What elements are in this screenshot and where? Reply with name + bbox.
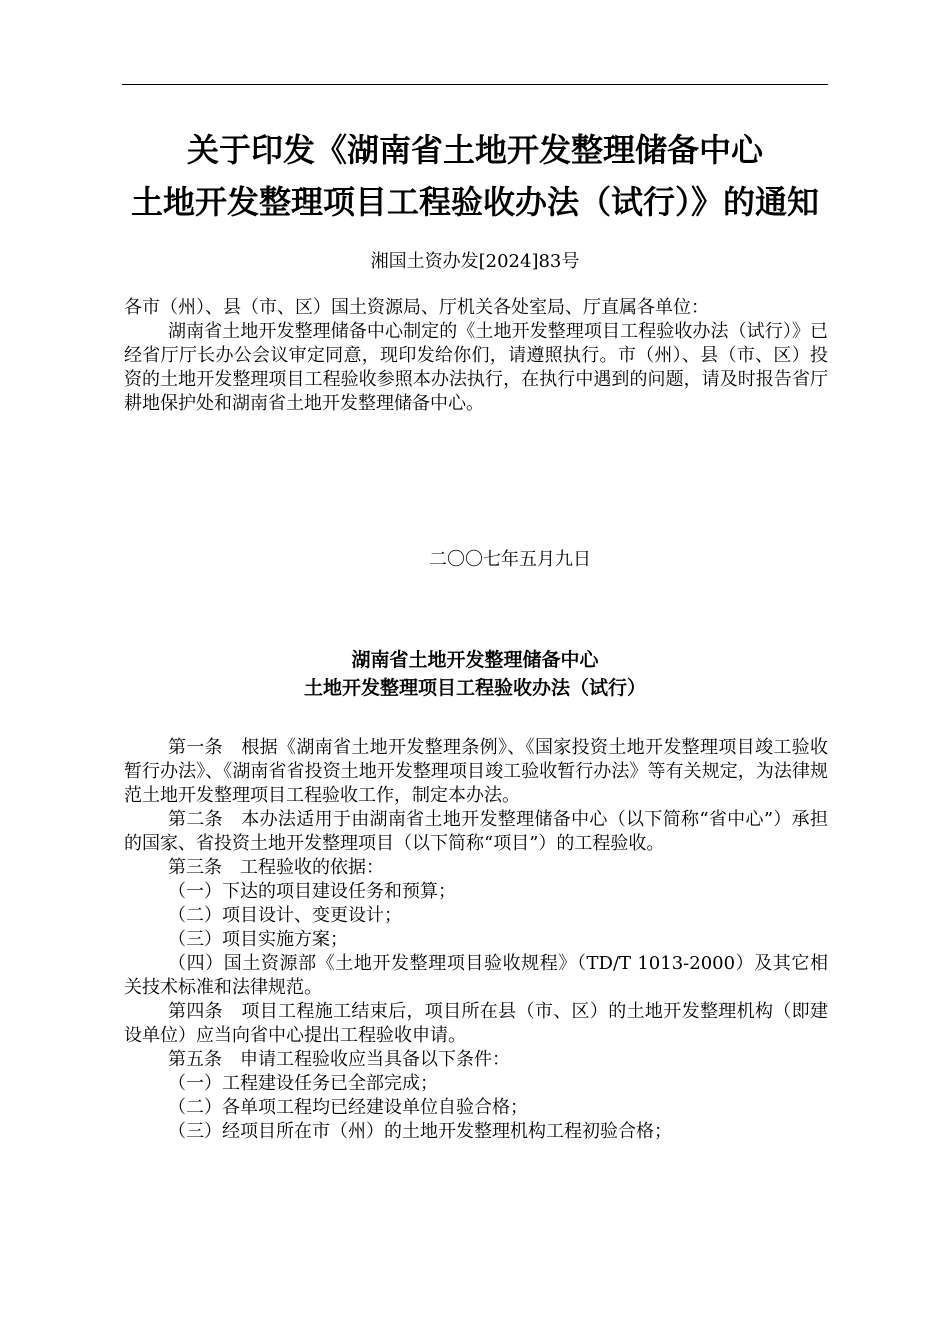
article-paragraph: 第五条 申请工程验收应当具备以下条件： bbox=[168, 1049, 510, 1070]
article-paragraph: 第一条 根据《湖南省土地开发整理条例》、《国家投资土地开发整理项目竣工验收暂行办法》、《湖南省省投资土地开发整理项目竣工验收暂行办法》等有关规定，为法律规范土地开发整理项目工程验收工作，制定本办法。 bbox=[124, 737, 828, 806]
notice-title-line-2: 土地开发整理项目工程验收办法（试行）》的通知 bbox=[130, 183, 819, 221]
document-number: 湘国土资办发[2024]83号 bbox=[370, 251, 580, 272]
notice-body bbox=[124, 296, 828, 416]
notice-title-line-1: 关于印发《湖南省土地开发整理储备中心 bbox=[186, 131, 763, 169]
article-paragraph: 第四条 项目工程施工结束后，项目所在县（市、区）的土地开发整理机构（即建设单位）应当向省中心提出工程验收申请。 bbox=[124, 1001, 828, 1046]
notice-paragraph: 湖南省土地开发整理储备中心制定的《土地开发整理项目工程验收办法（试行）》已经省厅厅长办公会议审定同意，现印发给你们，请遵照执行。市（州）、县（市、区）投资的土地开发整理项目工程验收参照本办法执行，在执行中遇到的问题，请及时报告省厅耕地保护处和湖南省土地开发整理储备中心。 bbox=[124, 321, 828, 414]
article-list-item: （三）项目实施方案； bbox=[168, 929, 348, 950]
header-rule bbox=[122, 84, 828, 85]
article-paragraph: 第三条 工程验收的依据： bbox=[168, 857, 384, 878]
regulation-title-line-1: 湖南省土地开发整理储备中心 bbox=[351, 649, 599, 671]
article-list-item: （三）经项目所在市（州）的土地开发整理机构工程初验合格； bbox=[168, 1121, 672, 1142]
article-list-item: （一）工程建设任务已全部完成； bbox=[168, 1073, 438, 1094]
article-list-item: （四）国土资源部《土地开发整理项目验收规程》（TD/T 1013-2000）及其它相关技术标准和法律规范。 bbox=[124, 953, 828, 998]
article-paragraph: 第二条 本办法适用于由湖南省土地开发整理储备中心（以下简称“省中心”）承担的国家、省投资土地开发整理项目（以下简称“项目”）的工程验收。 bbox=[124, 809, 828, 854]
article-list-item: （二）各单项工程均已经建设单位自验合格； bbox=[168, 1097, 528, 1118]
article-list-item: （二）项目设计、变更设计； bbox=[168, 905, 402, 926]
article-list-item: （一）下达的项目建设任务和预算； bbox=[168, 881, 456, 902]
regulation-body bbox=[124, 736, 828, 1144]
regulation-title-line-2: 土地开发整理项目工程验收办法（试行） bbox=[303, 677, 646, 699]
notice-date: 二〇〇七年五月九日 bbox=[429, 549, 591, 570]
notice-addressee: 各市（州）、县（市、区）国土资源局、厅机关各处室局、厅直属各单位： bbox=[124, 297, 709, 318]
